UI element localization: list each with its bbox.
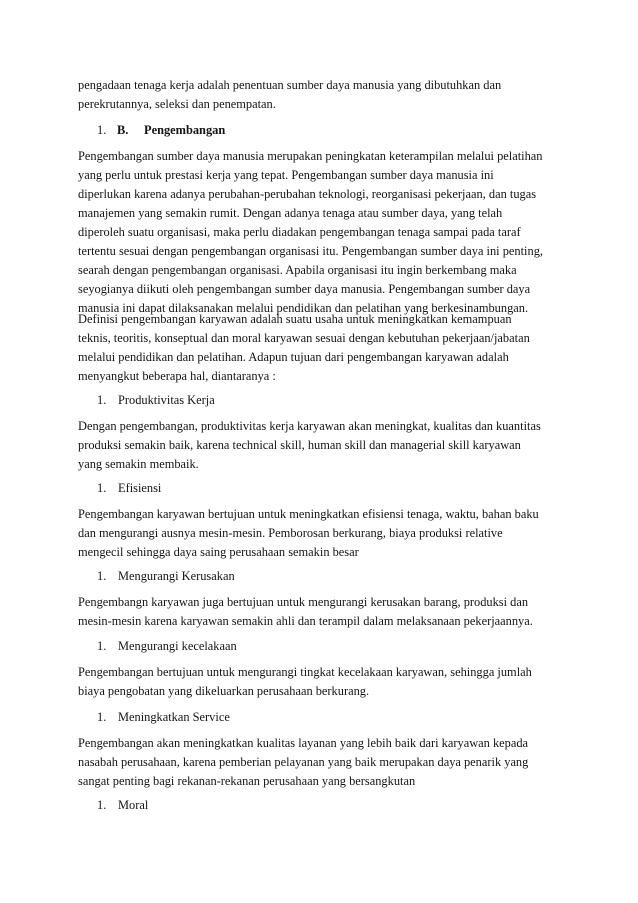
paragraph-produktivitas: Dengan pengembangan, produktivitas kerja karyawan akan meningkat, kualitas dan kuantitas produksi semakin baik, karena technical skill, human skill dan managerial skill karyawan yang semakin membaik. — [78, 419, 541, 471]
list-item-number: 1. — [97, 393, 107, 407]
list-item-number: 1. — [97, 639, 107, 653]
list-item-produktivitas — [97, 391, 215, 410]
list-item-title: Mengurangi kecelakaan — [118, 639, 237, 653]
section-number: 1. — [97, 123, 107, 137]
list-item-title: Meningkatkan Service — [118, 710, 230, 724]
paragraph-definisi: Definisi pengembangan karyawan adalah suatu usaha untuk meningkatkan kemampuan teknis, teoritis, konseptual dan moral karyawan sesuai dengan kebutuhan pekerjaan/jabatan melalui pendidikan dan pelatihan. Adapun tujuan dari pengembangan karyawan adalah menyangkut beberapa hal, diantaranya : — [78, 312, 530, 383]
section-title: Pengembangan — [144, 123, 226, 137]
paragraph-kecelakaan: Pengembangan bertujuan untuk mengurangi tingkat kecelakaan karyawan, sehingga jumlah biaya pengobatan yang dikeluarkan perusahaan berkurang. — [78, 665, 532, 698]
list-item-number: 1. — [97, 710, 107, 724]
list-item-number: 1. — [97, 569, 107, 583]
paragraph-pengembangan: Pengembangan sumber daya manusia merupakan peningkatan keterampilan melalui pelatihan yang perlu untuk prestasi kerja yang tepat. Pengembangan sumber daya manusia ini diperlukan karena adanya perubahan-perubahan teknologi, reorganisasi pekerjaan, dan tugas manajemen yang semakin rumit. Dengan adanya tenaga atau sumber daya, yang telah diperoleh suatu organisasi, maka perlu diadakan pengembangan tenaga sampai pada taraf tertentu sesuai dengan pengembangan organisasi itu. Pengembangan sumber daya ini penting, searah dengan pengembangan organisasi. Apabila organisasi itu ingin berkembang maka seyogianya diikuti oleh pengembangan sumber daya manusia. Pengembangan sumber daya manusia ini dapat dilaksanakan melalui pendidikan dan pelatihan yang berkesinambungan. — [78, 149, 543, 315]
intro-paragraph: pengadaan tenaga kerja adalah penentuan sumber daya manusia yang dibutuhkan dan perekrutannya, seleksi dan penempatan. — [78, 78, 502, 111]
list-item-title: Produktivitas Kerja — [118, 393, 215, 407]
section-heading — [97, 121, 225, 140]
section-letter: B. — [117, 123, 129, 137]
list-item-service — [97, 708, 230, 727]
paragraph-efisiensi: Pengembangan karyawan bertujuan untuk meningkatkan efisiensi tenaga, waktu, bahan baku dan mengurangi ausnya mesin-mesin. Pemborosan berkurang, biaya produksi relative mengecil sehingga daya saing perusahaan semakin besar — [78, 507, 539, 559]
paragraph-kerusakan: Pengembangn karyawan juga bertujuan untuk mengurangi kerusakan barang, produksi dan mesin-mesin karena karyawan semakin ahli dan terampil dalam melaksanaan pekerjaannya. — [78, 595, 533, 628]
list-item-title: Mengurangi Kerusakan — [118, 569, 235, 583]
list-item-kerusakan — [97, 567, 235, 586]
list-item-title: Efisiensi — [118, 481, 162, 495]
list-item-kecelakaan — [97, 637, 237, 656]
list-item-efisiensi — [97, 479, 161, 498]
list-item-title: Moral — [118, 798, 149, 812]
list-item-moral — [97, 796, 148, 815]
paragraph-service: Pengembangan akan meningkatkan kualitas layanan yang lebih baik dari karyawan kepada nasabah perusahaan, karena pemberian pelayanan yang baik merupakan daya penarik yang sangat penting bagi rekanan-rekanan perusahaan yang bersangkutan — [78, 736, 529, 788]
list-item-number: 1. — [97, 798, 107, 812]
list-item-number: 1. — [97, 481, 107, 495]
